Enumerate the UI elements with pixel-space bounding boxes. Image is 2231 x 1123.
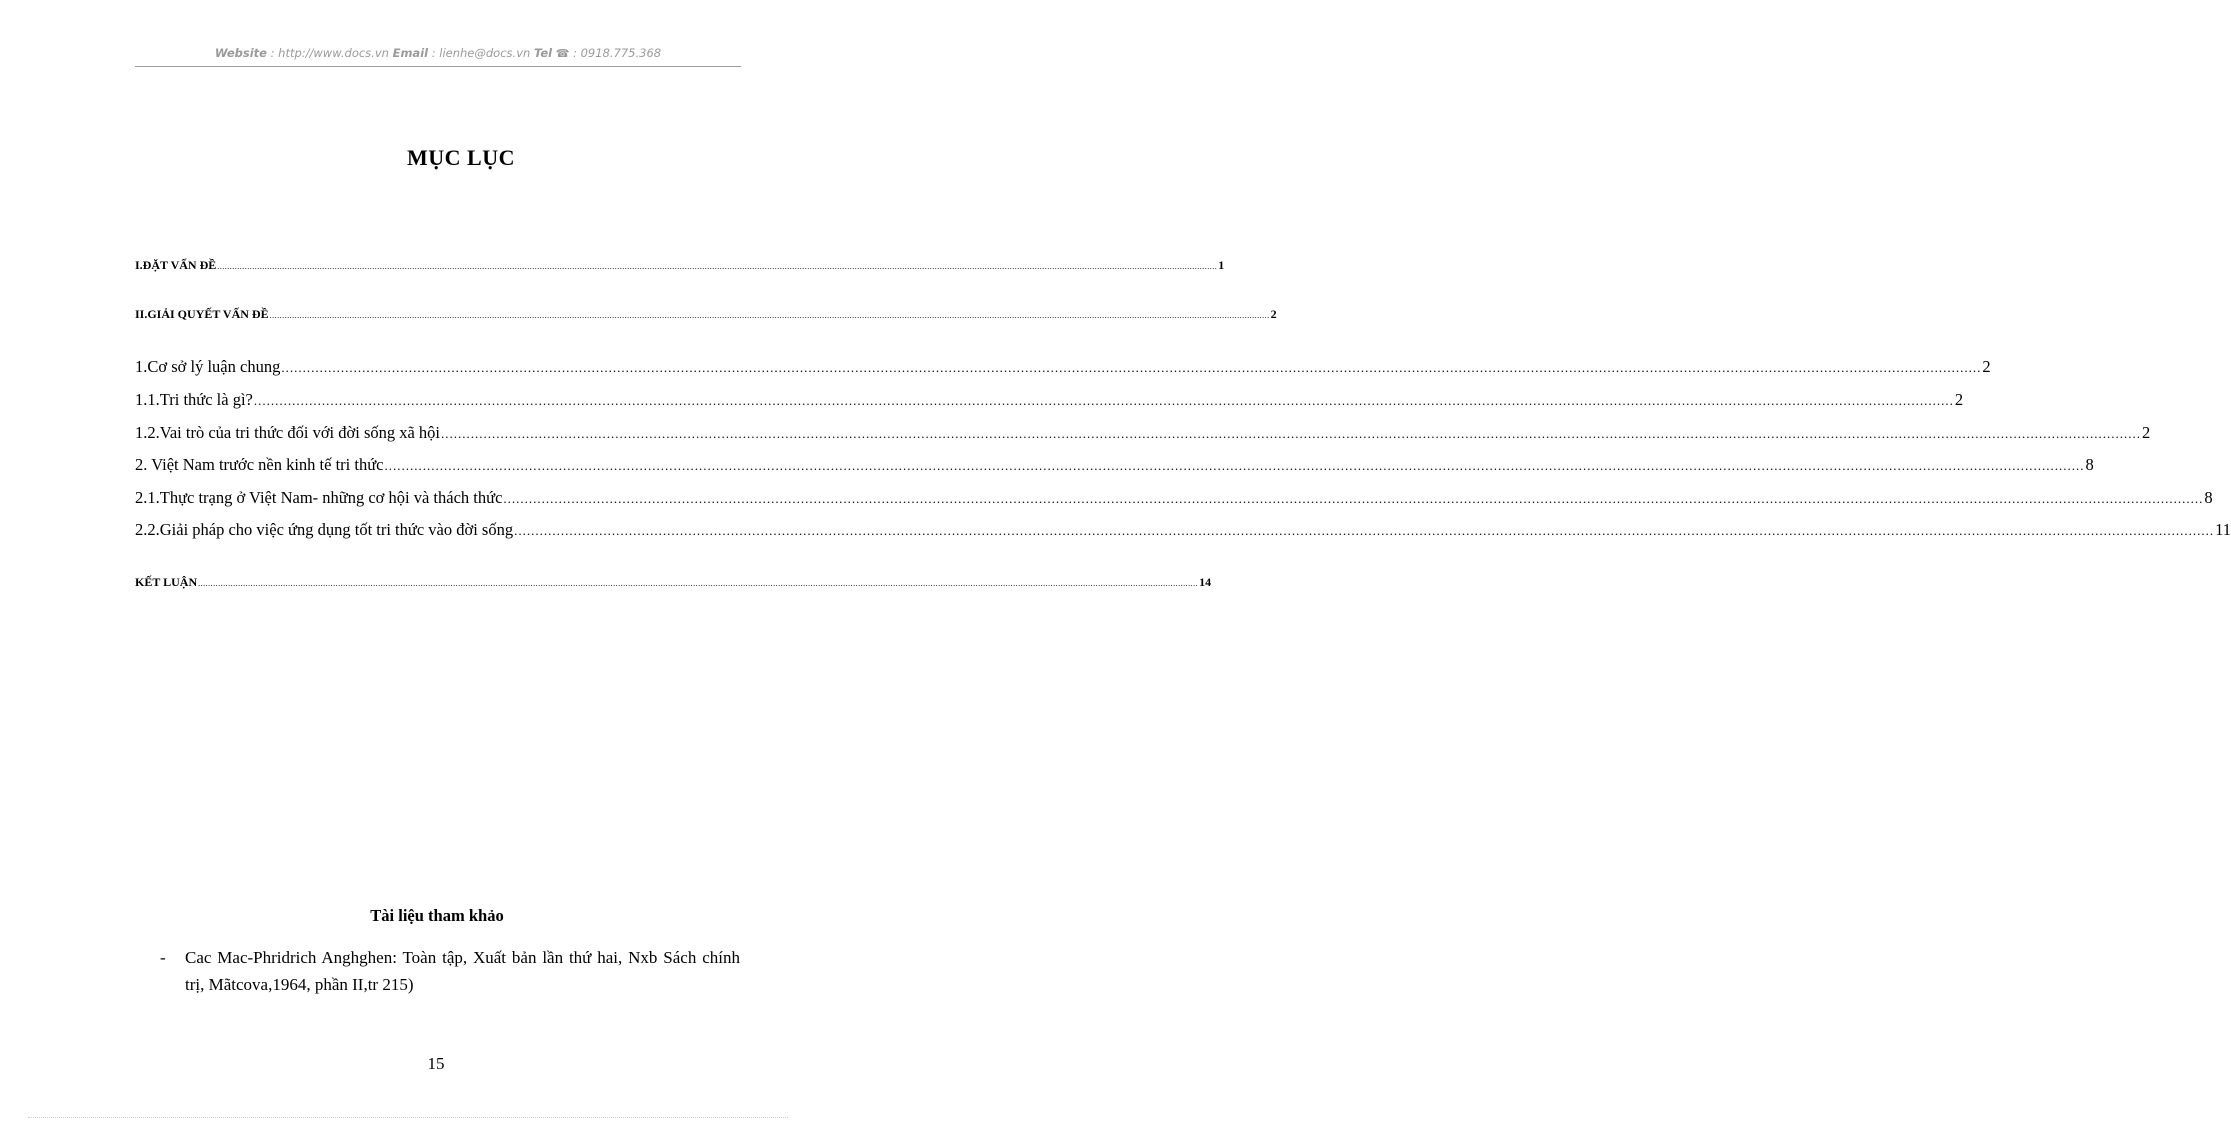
website-url[interactable]: http://www.docs.vn: [278, 46, 389, 60]
toc-dot-leader: ................................................................................................................................................................................................................................................................................................................................................................................................................: [503, 491, 2204, 506]
toc-entry-label: I.ĐẶT VẤN ĐỀ: [135, 258, 217, 272]
toc-entry[interactable]: [135, 575, 1212, 590]
toc-entry-label: 2.1.Thực trạng ở Việt Nam- những cơ hội và thách thức: [135, 488, 503, 507]
toc-entry-page: 1: [1218, 258, 1225, 272]
toc-dot-leader: ................................................................................................................................................................................................................................................................................................................................................................................................................: [217, 262, 1218, 271]
toc-entry-label: 2. Việt Nam trước nền kinh tế tri thức: [135, 455, 384, 474]
toc-entry-page: 2: [1982, 357, 1991, 376]
toc-entry-page: 2: [1954, 390, 1964, 409]
tel-number: 0918.775.368: [580, 46, 662, 60]
tel-separator: :: [569, 46, 581, 60]
toc-entry-page: 2: [1270, 307, 1277, 321]
toc-entry-page: 11: [2215, 520, 2231, 539]
toc-entry-page: 8: [2085, 455, 2094, 474]
toc-entry[interactable]: [135, 488, 2213, 508]
toc-dot-leader: ................................................................................................................................................................................................................................................................................................................................................................................................................: [514, 523, 2215, 538]
toc-entry[interactable]: [135, 520, 2231, 540]
email-separator: :: [428, 46, 440, 60]
website-separator: :: [266, 46, 279, 60]
toc-entry-page: 14: [1199, 575, 1212, 589]
page-title: MỤC LỤC: [407, 145, 515, 170]
website-label: Website: [214, 46, 267, 60]
tel-label: Tel: [533, 46, 553, 60]
toc-entry[interactable]: [135, 390, 1964, 410]
reference-text: Cac Mac-Phridrich Anghghen: Toàn tập, Xuất bản lần thứ hai, Nxb Sách chính trị, Mãtcova,1964, phần II,tr 215): [185, 948, 740, 994]
page-number: 15: [427, 1054, 445, 1073]
toc-entry[interactable]: [135, 357, 1991, 377]
email-address[interactable]: lienhe@docs.vn: [439, 46, 531, 60]
toc-entry[interactable]: [135, 258, 1225, 273]
toc-dot-leader: ................................................................................................................................................................................................................................................................................................................................................................................................................: [198, 579, 1199, 588]
page-bottom-border: [28, 1117, 788, 1118]
toc-entry[interactable]: [135, 307, 1277, 322]
toc-entry[interactable]: [135, 423, 2151, 443]
toc-entry-label: KẾT LUẬN: [135, 575, 198, 589]
page-header: [135, 46, 741, 67]
email-label: Email: [392, 46, 429, 60]
toc-entry-label: 1.1.Tri thức là gì?: [135, 390, 253, 409]
toc-dot-leader: ................................................................................................................................................................................................................................................................................................................................................................................................................: [441, 426, 2142, 441]
reference-item: [160, 944, 740, 998]
toc-entry-label: 2.2.Giải pháp cho việc ứng dụng tốt tri thức vào đời sống: [135, 520, 514, 539]
toc-entry-label: II.GIẢI QUYẾT VẤN ĐỀ: [135, 307, 269, 321]
toc-entry-page: 2: [2142, 423, 2151, 442]
toc-entry[interactable]: [135, 455, 2094, 475]
toc-dot-leader: ................................................................................................................................................................................................................................................................................................................................................................................................................: [269, 311, 1270, 320]
toc-dot-leader: ................................................................................................................................................................................................................................................................................................................................................................................................................: [253, 393, 1954, 408]
reference-bullet: -: [160, 948, 166, 967]
toc-entry-label: 1.2.Vai trò của tri thức đối với đời sống xã hội: [135, 423, 441, 442]
toc-dot-leader: ................................................................................................................................................................................................................................................................................................................................................................................................................: [281, 360, 1982, 375]
toc-dot-leader: ................................................................................................................................................................................................................................................................................................................................................................................................................: [384, 458, 2085, 473]
telephone-icon: ☎: [555, 47, 570, 60]
references-heading: Tài liệu tham khảo: [370, 906, 504, 925]
toc-entry-page: 8: [2204, 488, 2213, 507]
toc-entry-label: 1.Cơ sở lý luận chung: [135, 357, 281, 376]
